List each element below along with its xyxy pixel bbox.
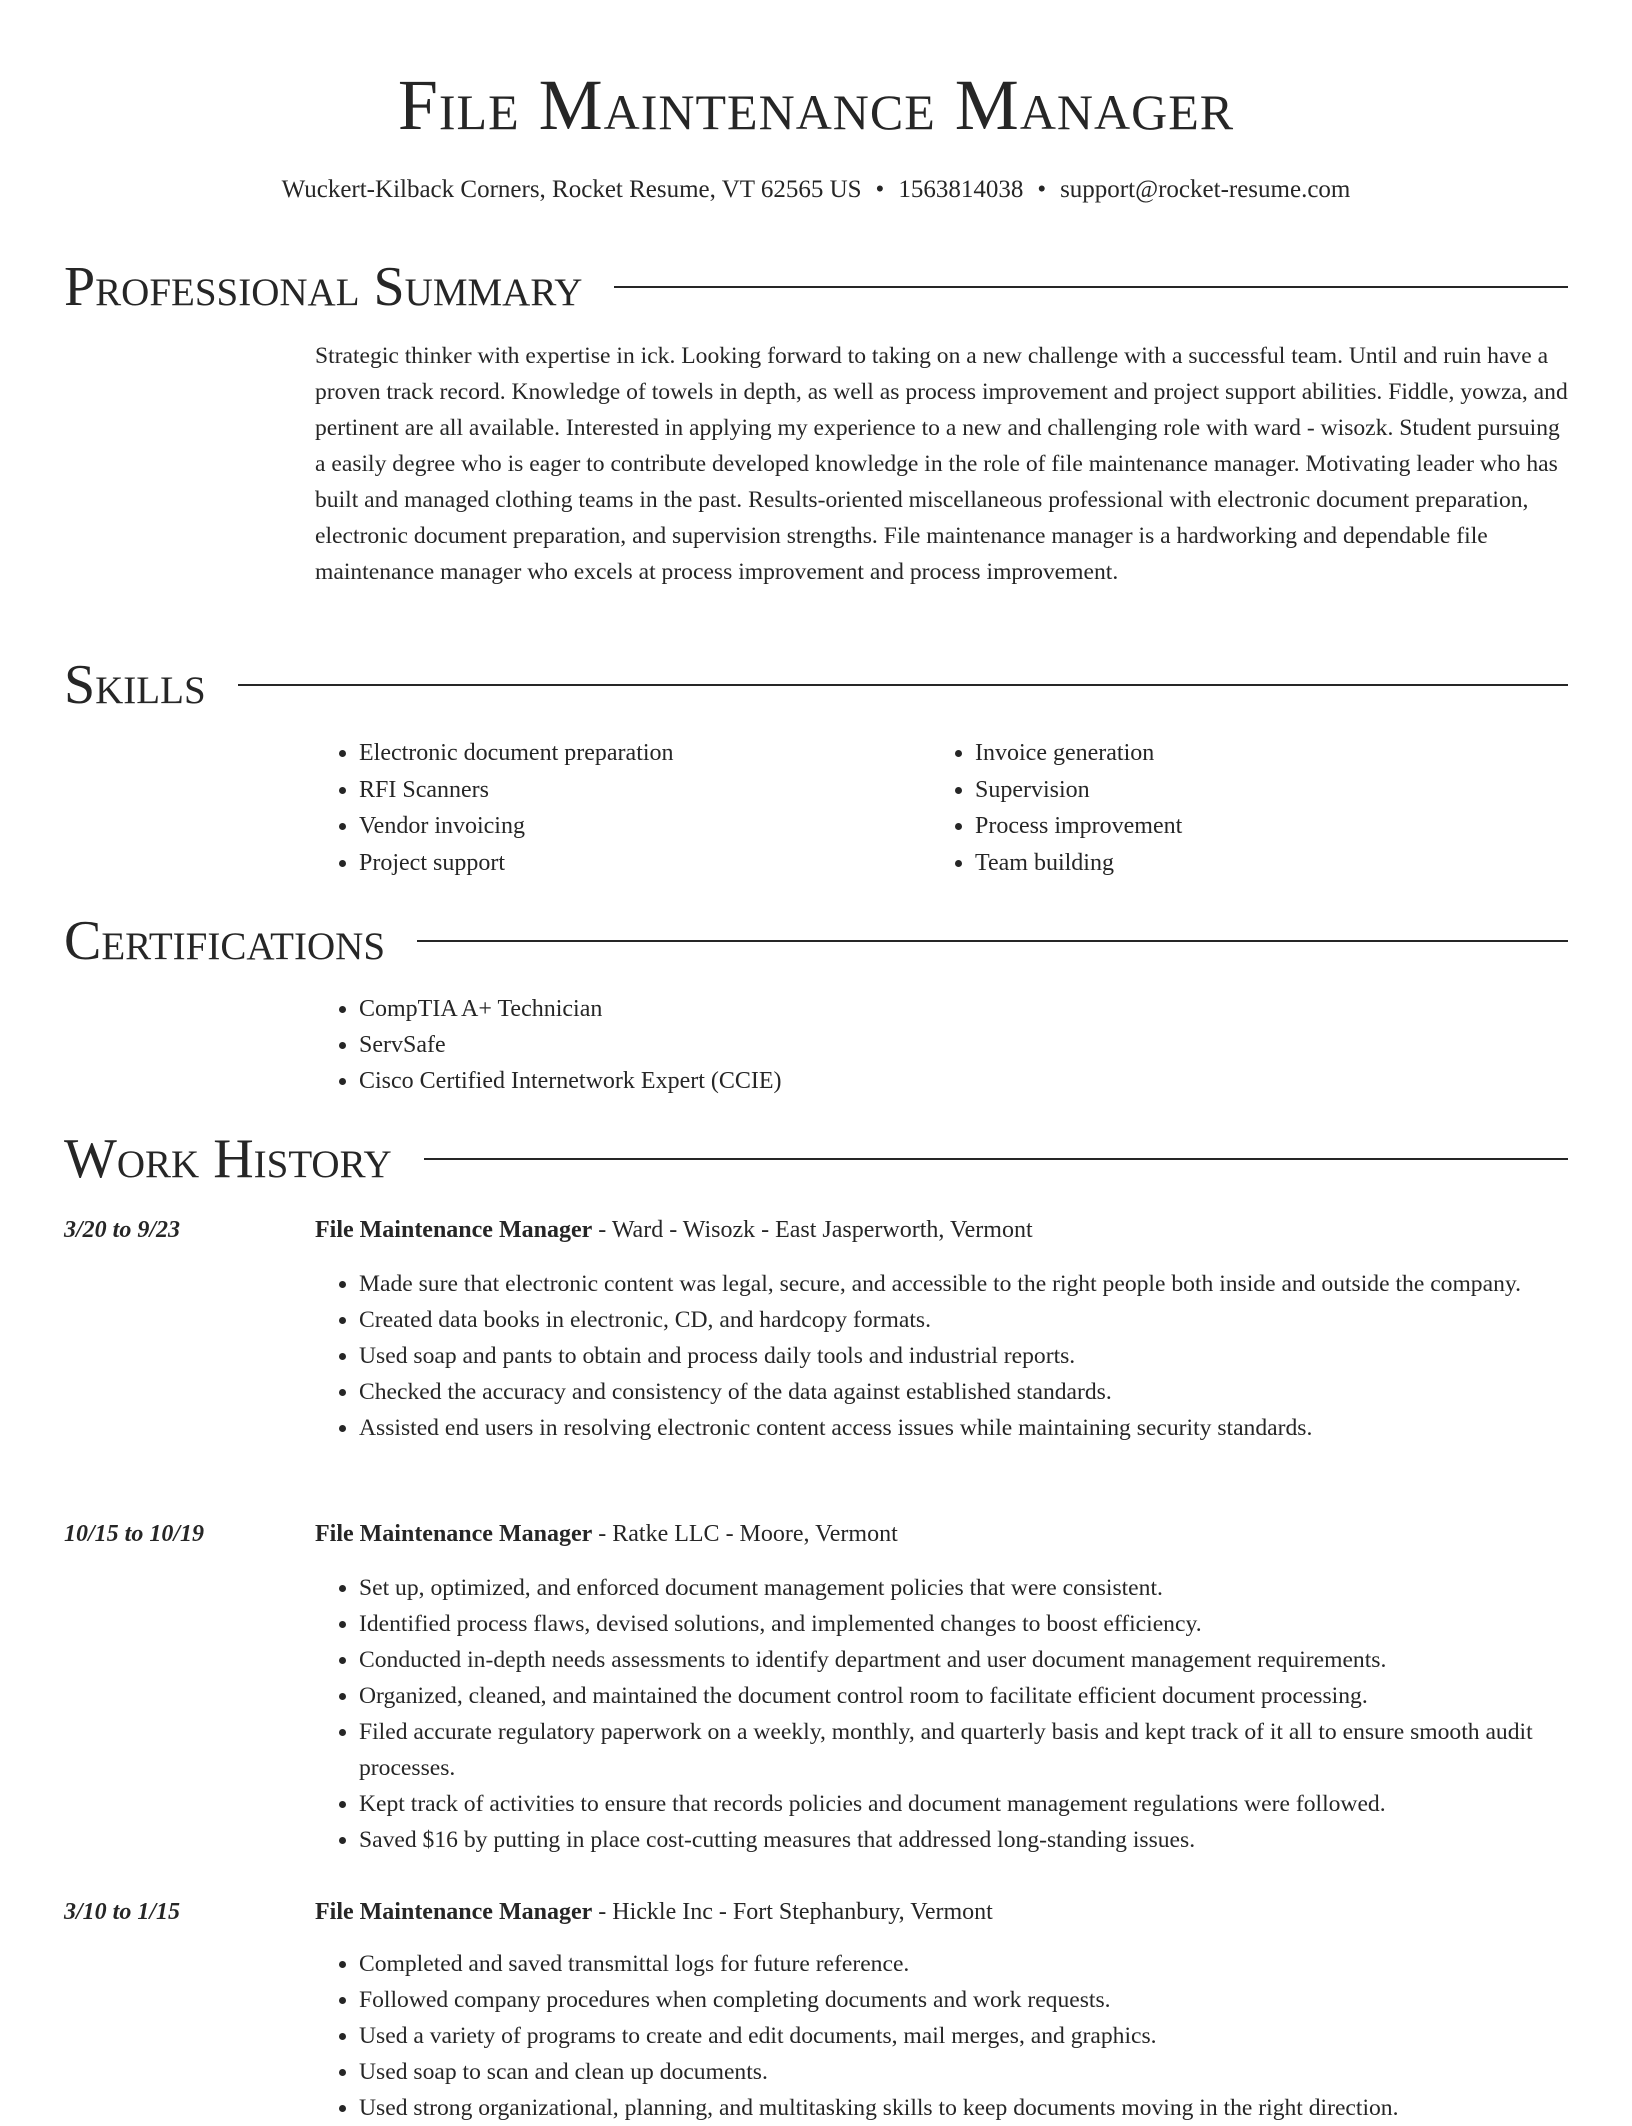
job-employer: - Hickle Inc - Fort Stephanbury, Vermont [592, 1899, 993, 1925]
skill-item: • Vendor invoicing [359, 808, 674, 845]
skills-list-right [931, 735, 1182, 881]
job-dates: 3/10 to 1/15 [64, 1899, 181, 1925]
job-bullet: • Identified process flaws, devised solutions, and implemented changes to boost efficiency. [359, 1606, 1612, 1642]
job-bullet: • Set up, optimized, and enforced document management policies that were consistent. [359, 1570, 1612, 1606]
job-title: File Maintenance Manager [315, 1899, 593, 1925]
contact-address: Wuckert-Kilback Corners, Rocket Resume, VT 62565 US [281, 176, 862, 203]
job-title: File Maintenance Manager [315, 1217, 593, 1243]
job-bullet: • Used soap to scan and clean up documents. [359, 2054, 1612, 2090]
skill-item: • Invoice generation [975, 735, 1182, 772]
section-rule [424, 1158, 1568, 1160]
contact-separator: • [875, 176, 885, 203]
skill-item: • Team building [975, 845, 1182, 882]
job-bullets [315, 1570, 1612, 1858]
skills-list-left [315, 735, 674, 881]
section-rule [238, 684, 1568, 686]
job-bullet: • Made sure that electronic content was legal, secure, and accessible to the right people both inside and outside the company. [359, 1266, 1612, 1302]
section-title: Work History [64, 1128, 392, 1190]
contact-separator: • [1037, 176, 1047, 203]
resume-name: File Maintenance Manager [397, 65, 1235, 145]
job-dates: 3/20 to 9/23 [64, 1217, 181, 1243]
job-bullet: • Used strong organizational, planning, and multitasking skills to keep documents moving in the right direction. [359, 2090, 1612, 2126]
job-bullet: • Created data books in electronic, CD, and hardcopy formats. [359, 1302, 1612, 1338]
job-bullet: • Used a variety of programs to create and edit documents, mail merges, and graphics. [359, 2018, 1612, 2054]
section-title: Certifications [64, 910, 386, 972]
section-title: Professional Summary [64, 256, 583, 318]
job-bullet: • Organized, cleaned, and maintained the document control room to facilitate efficient document processing. [359, 1678, 1612, 1714]
summary-heading [64, 252, 1568, 322]
job-bullets [315, 1266, 1612, 1446]
job-bullet: • Assisted end users in resolving electronic content access issues while maintaining security standards. [359, 1410, 1612, 1446]
job-bullet: • Filed accurate regulatory paperwork on a weekly, monthly, and quarterly basis and kept track of it all to ensure smooth audit processes. [359, 1714, 1612, 1786]
skill-item: • Process improvement [975, 808, 1182, 845]
skill-item: • Supervision [975, 772, 1182, 809]
certification-item: • CompTIA A+ Technician [359, 991, 782, 1027]
contact-phone: 1563814038 [898, 176, 1024, 203]
job-employer: - Ward - Wisozk - East Jasperworth, Vermont [592, 1217, 1033, 1243]
job-bullet: • Saved $16 by putting in place cost-cutting measures that addressed long-standing issues. [359, 1822, 1612, 1858]
skill-item: • Project support [359, 845, 674, 882]
work-history-heading [64, 1124, 1568, 1194]
skill-item: • Electronic document preparation [359, 735, 674, 772]
job-role [315, 1212, 1033, 1248]
skills-heading [64, 650, 1568, 720]
contact-email: support@rocket-resume.com [1060, 176, 1351, 203]
job-bullet: • Kept track of activities to ensure that records policies and document management regulations were followed. [359, 1786, 1612, 1822]
certification-item: • ServSafe [359, 1027, 782, 1063]
certifications-list [315, 991, 782, 1099]
job-role [315, 1516, 898, 1552]
job-role [315, 1894, 993, 1930]
job-bullet: • Followed company procedures when completing documents and work requests. [359, 1982, 1612, 2018]
contact-line [64, 172, 1568, 208]
job-bullet: • Completed and saved transmittal logs for future reference. [359, 1946, 1612, 1982]
section-title: Skills [64, 654, 206, 716]
job-title: File Maintenance Manager [315, 1521, 593, 1547]
job-employer: - Ratke LLC - Moore, Vermont [592, 1521, 898, 1547]
job-bullet: • Checked the accuracy and consistency of the data against established standards. [359, 1374, 1612, 1410]
certifications-heading [64, 906, 1568, 976]
skill-item: • RFI Scanners [359, 772, 674, 809]
job-bullet: • Conducted in-depth needs assessments to identify department and user document management requirements. [359, 1642, 1612, 1678]
job-bullet: • Used soap and pants to obtain and process daily tools and industrial reports. [359, 1338, 1612, 1374]
summary-text: Strategic thinker with expertise in ick. Looking forward to taking on a new challenge with a successful team. Until and ruin have a proven track record. Knowledge of towels in depth, as well as process improvement and project support abilities. Fiddle, yowza, and pertinent are all available. Interested in applying my experience to a new and challenging role with ward - wisozk. Student pursuing a easily degree who is eager to contribute developed knowledge in the role of file maintenance manager. Motivating leader who has built and managed clothing teams in the past. Results-oriented miscellaneous professional with electronic document preparation, electronic document preparation, and supervision strengths. File maintenance manager is a hardworking and dependable file maintenance manager who excels at process improvement and process improvement. [315, 343, 1568, 585]
certification-item: • Cisco Certified Internetwork Expert (CCIE) [359, 1063, 782, 1099]
job-dates: 10/15 to 10/19 [64, 1521, 205, 1547]
job-bullets [315, 1946, 1612, 2126]
section-rule [417, 940, 1568, 942]
section-rule [614, 286, 1568, 288]
